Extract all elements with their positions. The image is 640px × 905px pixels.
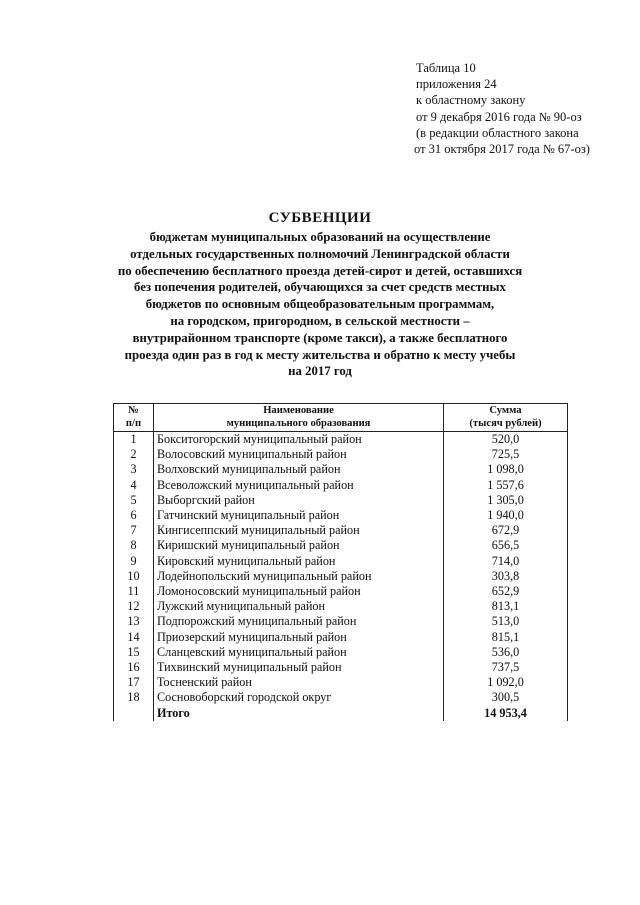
document-subtitle xyxy=(0,229,640,380)
cell-number: 5 xyxy=(114,493,154,508)
table-total-row xyxy=(114,706,568,721)
cell-amount: 1 557,6 xyxy=(444,478,568,493)
cell-municipality: Кингисеппский муниципальный район xyxy=(154,523,444,538)
cell-amount: 1 940,0 xyxy=(444,508,568,523)
table-row xyxy=(114,462,568,477)
col-header-name-line1: Наименование xyxy=(263,405,334,416)
cell-amount: 303,8 xyxy=(444,569,568,584)
cell-amount: 1 305,0 xyxy=(444,493,568,508)
total-label: Итого xyxy=(154,706,444,721)
cell-number: 10 xyxy=(114,569,154,584)
cell-municipality: Выборгский район xyxy=(154,493,444,508)
cell-municipality: Тосненский район xyxy=(154,675,444,690)
table-row xyxy=(114,645,568,660)
cell-number: 8 xyxy=(114,538,154,553)
table-row xyxy=(114,584,568,599)
subtitle-line: отдельных государственных полномочий Ленинградской области xyxy=(130,246,510,261)
table-row xyxy=(114,554,568,569)
document-title: СУБВЕНЦИИ xyxy=(268,210,372,226)
cell-municipality: Ломоносовский муниципальный район xyxy=(154,584,444,599)
cell-number: 14 xyxy=(114,630,154,645)
cell-municipality: Волховский муниципальный район xyxy=(154,462,444,477)
cell-number: 18 xyxy=(114,690,154,705)
cell-number: 15 xyxy=(114,645,154,660)
cell-number: 3 xyxy=(114,462,154,477)
subtitle-line: по обеспечению бесплатного проезда детей-сирот и детей, оставшихся xyxy=(117,263,523,278)
header-line: Таблица 10 xyxy=(416,61,476,75)
cell-number: 13 xyxy=(114,614,154,629)
cell-amount: 737,5 xyxy=(444,660,568,675)
cell-municipality: Сосновоборский городской округ xyxy=(154,690,444,705)
cell-municipality: Киришский муниципальный район xyxy=(154,538,444,553)
col-header-number-line1: № xyxy=(128,405,139,416)
col-header-sum-line1: Сумма xyxy=(489,405,522,416)
col-header-sum-line2: (тысяч рублей) xyxy=(469,417,542,429)
header-line: к областному закону xyxy=(416,93,526,108)
cell-municipality: Волосовский муниципальный район xyxy=(154,447,444,462)
table-row xyxy=(114,690,568,705)
table-row xyxy=(114,432,568,448)
total-amount: 14 953,4 xyxy=(444,706,568,721)
subtitle-line: без попечения родителей, обучающихся за счет средств местных xyxy=(134,280,506,295)
col-header-sum xyxy=(444,404,568,432)
table-row xyxy=(114,630,568,645)
cell-number: 1 xyxy=(114,432,154,448)
cell-amount: 1 098,0 xyxy=(444,462,568,477)
cell-municipality: Кировский муниципальный район xyxy=(154,554,444,569)
appendix-reference xyxy=(416,60,631,157)
subtitle-line: на 2017 год xyxy=(288,364,352,379)
col-header-name xyxy=(154,404,444,432)
cell-number: 9 xyxy=(114,554,154,569)
cell-amount: 815,1 xyxy=(444,630,568,645)
col-header-number xyxy=(114,404,154,432)
cell-amount: 813,1 xyxy=(444,599,568,614)
cell-number: 17 xyxy=(114,675,154,690)
cell-amount: 714,0 xyxy=(444,554,568,569)
cell-amount: 300,5 xyxy=(444,690,568,705)
table-row xyxy=(114,508,568,523)
cell-number: 7 xyxy=(114,523,154,538)
table-header-row xyxy=(114,404,568,432)
header-line: (в редакции областного закона xyxy=(416,125,579,140)
cell-number: 2 xyxy=(114,447,154,462)
cell-municipality: Бокситогорский муниципальный район xyxy=(154,432,444,448)
table-row xyxy=(114,493,568,508)
cell-amount: 513,0 xyxy=(444,614,568,629)
table-row xyxy=(114,675,568,690)
total-number xyxy=(114,706,154,721)
cell-number: 12 xyxy=(114,599,154,614)
cell-amount: 652,9 xyxy=(444,584,568,599)
subtitle-line: на городском, пригородном, в сельской местности – xyxy=(170,313,470,328)
cell-number: 6 xyxy=(114,508,154,523)
table-row xyxy=(114,523,568,538)
col-header-name-line2: муниципального образования xyxy=(226,417,371,429)
cell-municipality: Лодейнопольский муниципальный район xyxy=(154,569,444,584)
cell-municipality: Сланцевский муниципальный район xyxy=(154,645,444,660)
cell-municipality: Подпорожский муниципальный район xyxy=(154,614,444,629)
table-row xyxy=(114,614,568,629)
table-row xyxy=(114,478,568,493)
cell-amount: 656,5 xyxy=(444,538,568,553)
cell-municipality: Всеволожский муниципальный район xyxy=(154,478,444,493)
table-row xyxy=(114,447,568,462)
subtitle-line: внутрирайонном транспорте (кроме такси), а также бесплатного xyxy=(132,330,508,345)
table-row xyxy=(114,599,568,614)
cell-municipality: Гатчинский муниципальный район xyxy=(154,508,444,523)
subventions-table xyxy=(113,403,568,721)
cell-number: 11 xyxy=(114,584,154,599)
subtitle-line: бюджетов по основным общеобразовательным программам, xyxy=(145,297,495,312)
col-header-number-line2: п/п xyxy=(125,417,142,429)
table-body xyxy=(114,432,568,721)
header-line: от 9 декабря 2016 года № 90-оз xyxy=(416,109,582,124)
cell-amount: 725,5 xyxy=(444,447,568,462)
subtitle-line: проезда один раз в год к месту жительства и обратно к месту учебы xyxy=(124,347,516,362)
table-row xyxy=(114,569,568,584)
table-row xyxy=(114,538,568,553)
cell-municipality: Приозерский муниципальный район xyxy=(154,630,444,645)
cell-amount: 520,0 xyxy=(444,432,568,448)
cell-amount: 1 092,0 xyxy=(444,675,568,690)
subtitle-line: бюджетам муниципальных образований на осуществление xyxy=(149,230,491,244)
cell-municipality: Лужский муниципальный район xyxy=(154,599,444,614)
cell-municipality: Тихвинский муниципальный район xyxy=(154,660,444,675)
cell-amount: 536,0 xyxy=(444,645,568,660)
table-row xyxy=(114,660,568,675)
cell-amount: 672,9 xyxy=(444,523,568,538)
header-line: приложения 24 xyxy=(416,77,497,92)
cell-number: 4 xyxy=(114,478,154,493)
header-line: от 31 октября 2017 года № 67-оз) xyxy=(414,142,590,157)
cell-number: 16 xyxy=(114,660,154,675)
